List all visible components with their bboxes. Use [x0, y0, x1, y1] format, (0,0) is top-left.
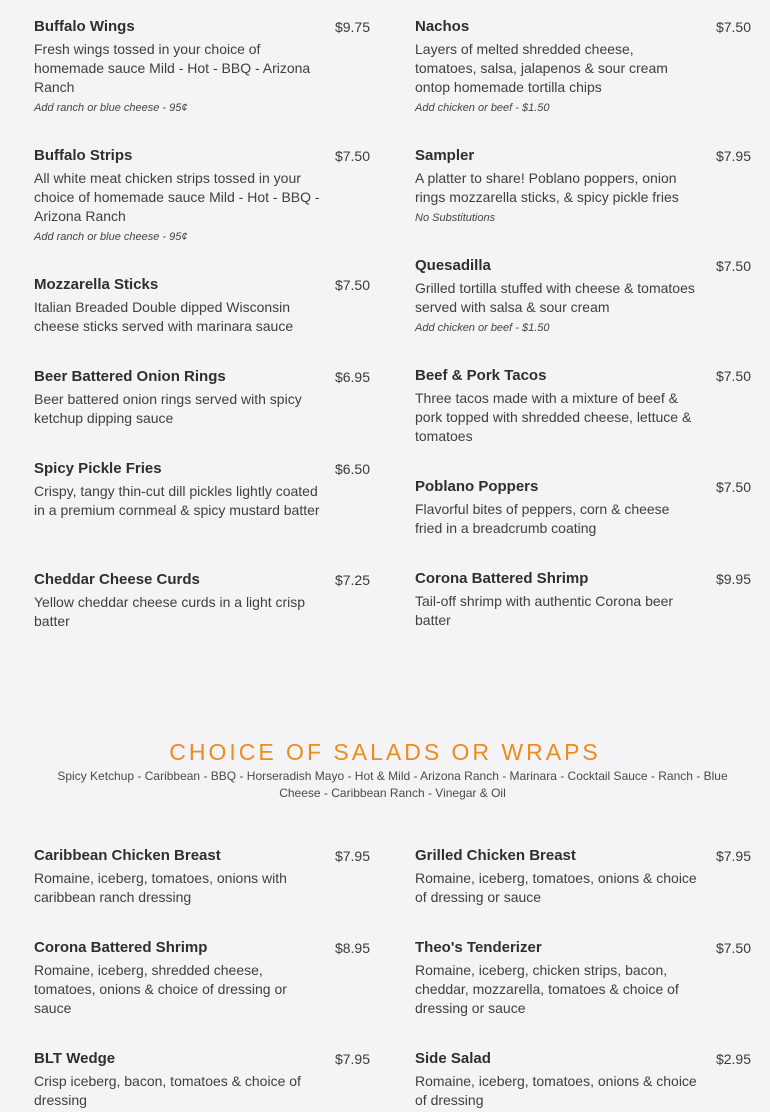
item-price: $9.75 [334, 19, 370, 35]
item-description: Romaine, iceberg, shredded cheese, tomatoes, onions & choice of dressing or sauce [34, 962, 287, 1016]
menu-item-quesadilla [415, 256, 751, 341]
item-price: $7.50 [715, 940, 751, 956]
item-description: Grilled tortilla stuffed with cheese & tomatoes served with salsa & sour cream [415, 280, 695, 315]
item-name: Beef & Pork Tacos [415, 367, 547, 384]
item-description: Flavorful bites of peppers, corn & cheese fried in a breadcrumb coating [415, 501, 670, 536]
item-note: Add ranch or blue cheese - 95¢ [34, 102, 188, 114]
item-name: Beer Battered Onion Rings [34, 368, 226, 385]
item-note: Add chicken or beef - $1.50 [415, 322, 550, 334]
item-name: BLT Wedge [34, 1050, 116, 1067]
item-description: Romaine, iceberg, tomatoes, onions & choice of dressing [415, 1073, 697, 1108]
menu-item-theos-tenderizer [415, 938, 751, 1023]
item-description: All white meat chicken strips tossed in your choice of homemade sauce Mild - Hot - BBQ - Arizona Ranch [34, 170, 320, 224]
item-name: Nachos [415, 18, 470, 35]
item-name: Quesadilla [415, 257, 491, 274]
menu-item-buffalo-wings [34, 17, 370, 122]
item-price: $7.95 [715, 848, 751, 864]
item-note: Add chicken or beef - $1.50 [415, 102, 550, 114]
item-price: $7.95 [334, 848, 370, 864]
menu-item-caribbean-chicken [34, 846, 370, 916]
item-description: Romaine, iceberg, tomatoes, onions with caribbean ranch dressing [34, 870, 287, 905]
item-name: Buffalo Wings [34, 18, 135, 35]
item-price: $7.25 [334, 572, 370, 588]
item-description: Romaine, iceberg, tomatoes, onions & choice of dressing or sauce [415, 870, 697, 905]
menu-item-buffalo-strips [34, 146, 370, 251]
item-description: Crispy, tangy thin-cut dill pickles lightly coated in a premium cornmeal & spicy mustard batter [34, 483, 320, 518]
item-name: Spicy Pickle Fries [34, 460, 162, 477]
item-description: Three tacos made with a mixture of beef & pork topped with shredded cheese, lettuce & tomatoes [415, 390, 692, 444]
menu-item-spicy-pickle-fries [34, 459, 370, 544]
menu-item-corona-shrimp-salad [34, 938, 370, 1023]
item-name: Corona Battered Shrimp [415, 570, 589, 587]
menu-item-side-salad [415, 1049, 751, 1112]
item-name: Mozzarella Sticks [34, 276, 159, 293]
menu-item-poblano-poppers [415, 477, 751, 547]
item-name: Grilled Chicken Breast [415, 847, 576, 864]
item-price: $7.50 [715, 479, 751, 495]
item-description: Fresh wings tossed in your choice of homemade sauce Mild - Hot - BBQ - Arizona Ranch [34, 41, 311, 95]
item-price: $8.95 [334, 940, 370, 956]
menu-item-cheese-curds [34, 570, 370, 640]
item-description: Italian Breaded Double dipped Wisconsin cheese sticks served with marinara sauce [34, 299, 294, 334]
item-price: $7.50 [715, 258, 751, 274]
menu-item-nachos [415, 17, 751, 122]
item-description: A platter to share! Poblano poppers, onion rings mozzarella sticks, & spicy pickle fries [415, 170, 679, 205]
item-price: $2.95 [715, 1051, 751, 1067]
item-name: Corona Battered Shrimp [34, 939, 208, 956]
item-price: $7.95 [334, 1051, 370, 1067]
item-price: $7.50 [334, 148, 370, 164]
item-description: Tail-off shrimp with authentic Corona beer batter [415, 593, 674, 628]
menu-item-mozzarella-sticks [34, 275, 370, 345]
item-price: $7.50 [715, 368, 751, 384]
item-description: Layers of melted shredded cheese, tomatoes, salsa, jalapenos & sour cream ontop homemade tortilla chips [415, 41, 668, 95]
menu-item-sampler [415, 146, 751, 231]
menu-item-blt-wedge [34, 1049, 370, 1112]
item-name: Buffalo Strips [34, 147, 133, 164]
item-name: Caribbean Chicken Breast [34, 847, 221, 864]
item-price: $7.50 [334, 277, 370, 293]
item-price: $9.95 [715, 571, 751, 587]
item-price: $7.50 [715, 19, 751, 35]
item-description: Beer battered onion rings served with spicy ketchup dipping sauce [34, 391, 302, 426]
item-description: Romaine, iceberg, chicken strips, bacon, cheddar, mozzarella, tomatoes & choice of dressing or sauce [415, 962, 679, 1016]
item-name: Theo's Tenderizer [415, 939, 542, 956]
section-title: CHOICE OF SALADS OR WRAPS [169, 739, 601, 765]
section-subtitle: Spicy Ketchup - Caribbean - BBQ - Horseradish Mayo - Hot & Mild - Arizona Ranch - Marinara - Cocktail Sauce - Ranch - Blue Cheese - Caribbean Ranch - Vinegar & Oil [57, 769, 728, 800]
menu-item-onion-rings [34, 367, 370, 437]
item-note: Add ranch or blue cheese - 95¢ [34, 231, 188, 243]
item-name: Side Salad [415, 1050, 491, 1067]
item-note: No Substitutions [415, 212, 496, 224]
menu-item-grilled-chicken [415, 846, 751, 916]
item-description: Yellow cheddar cheese curds in a light crisp batter [34, 594, 306, 629]
menu-item-corona-shrimp [415, 569, 751, 639]
item-name: Sampler [415, 147, 475, 164]
item-price: $6.50 [334, 461, 370, 477]
item-name: Cheddar Cheese Curds [34, 571, 200, 588]
item-price: $7.95 [715, 148, 751, 164]
item-name: Poblano Poppers [415, 478, 539, 495]
item-price: $6.95 [334, 369, 370, 385]
item-description: Crisp iceberg, bacon, tomatoes & choice of dressing [34, 1073, 301, 1108]
menu-item-beef-pork-tacos [415, 366, 751, 451]
